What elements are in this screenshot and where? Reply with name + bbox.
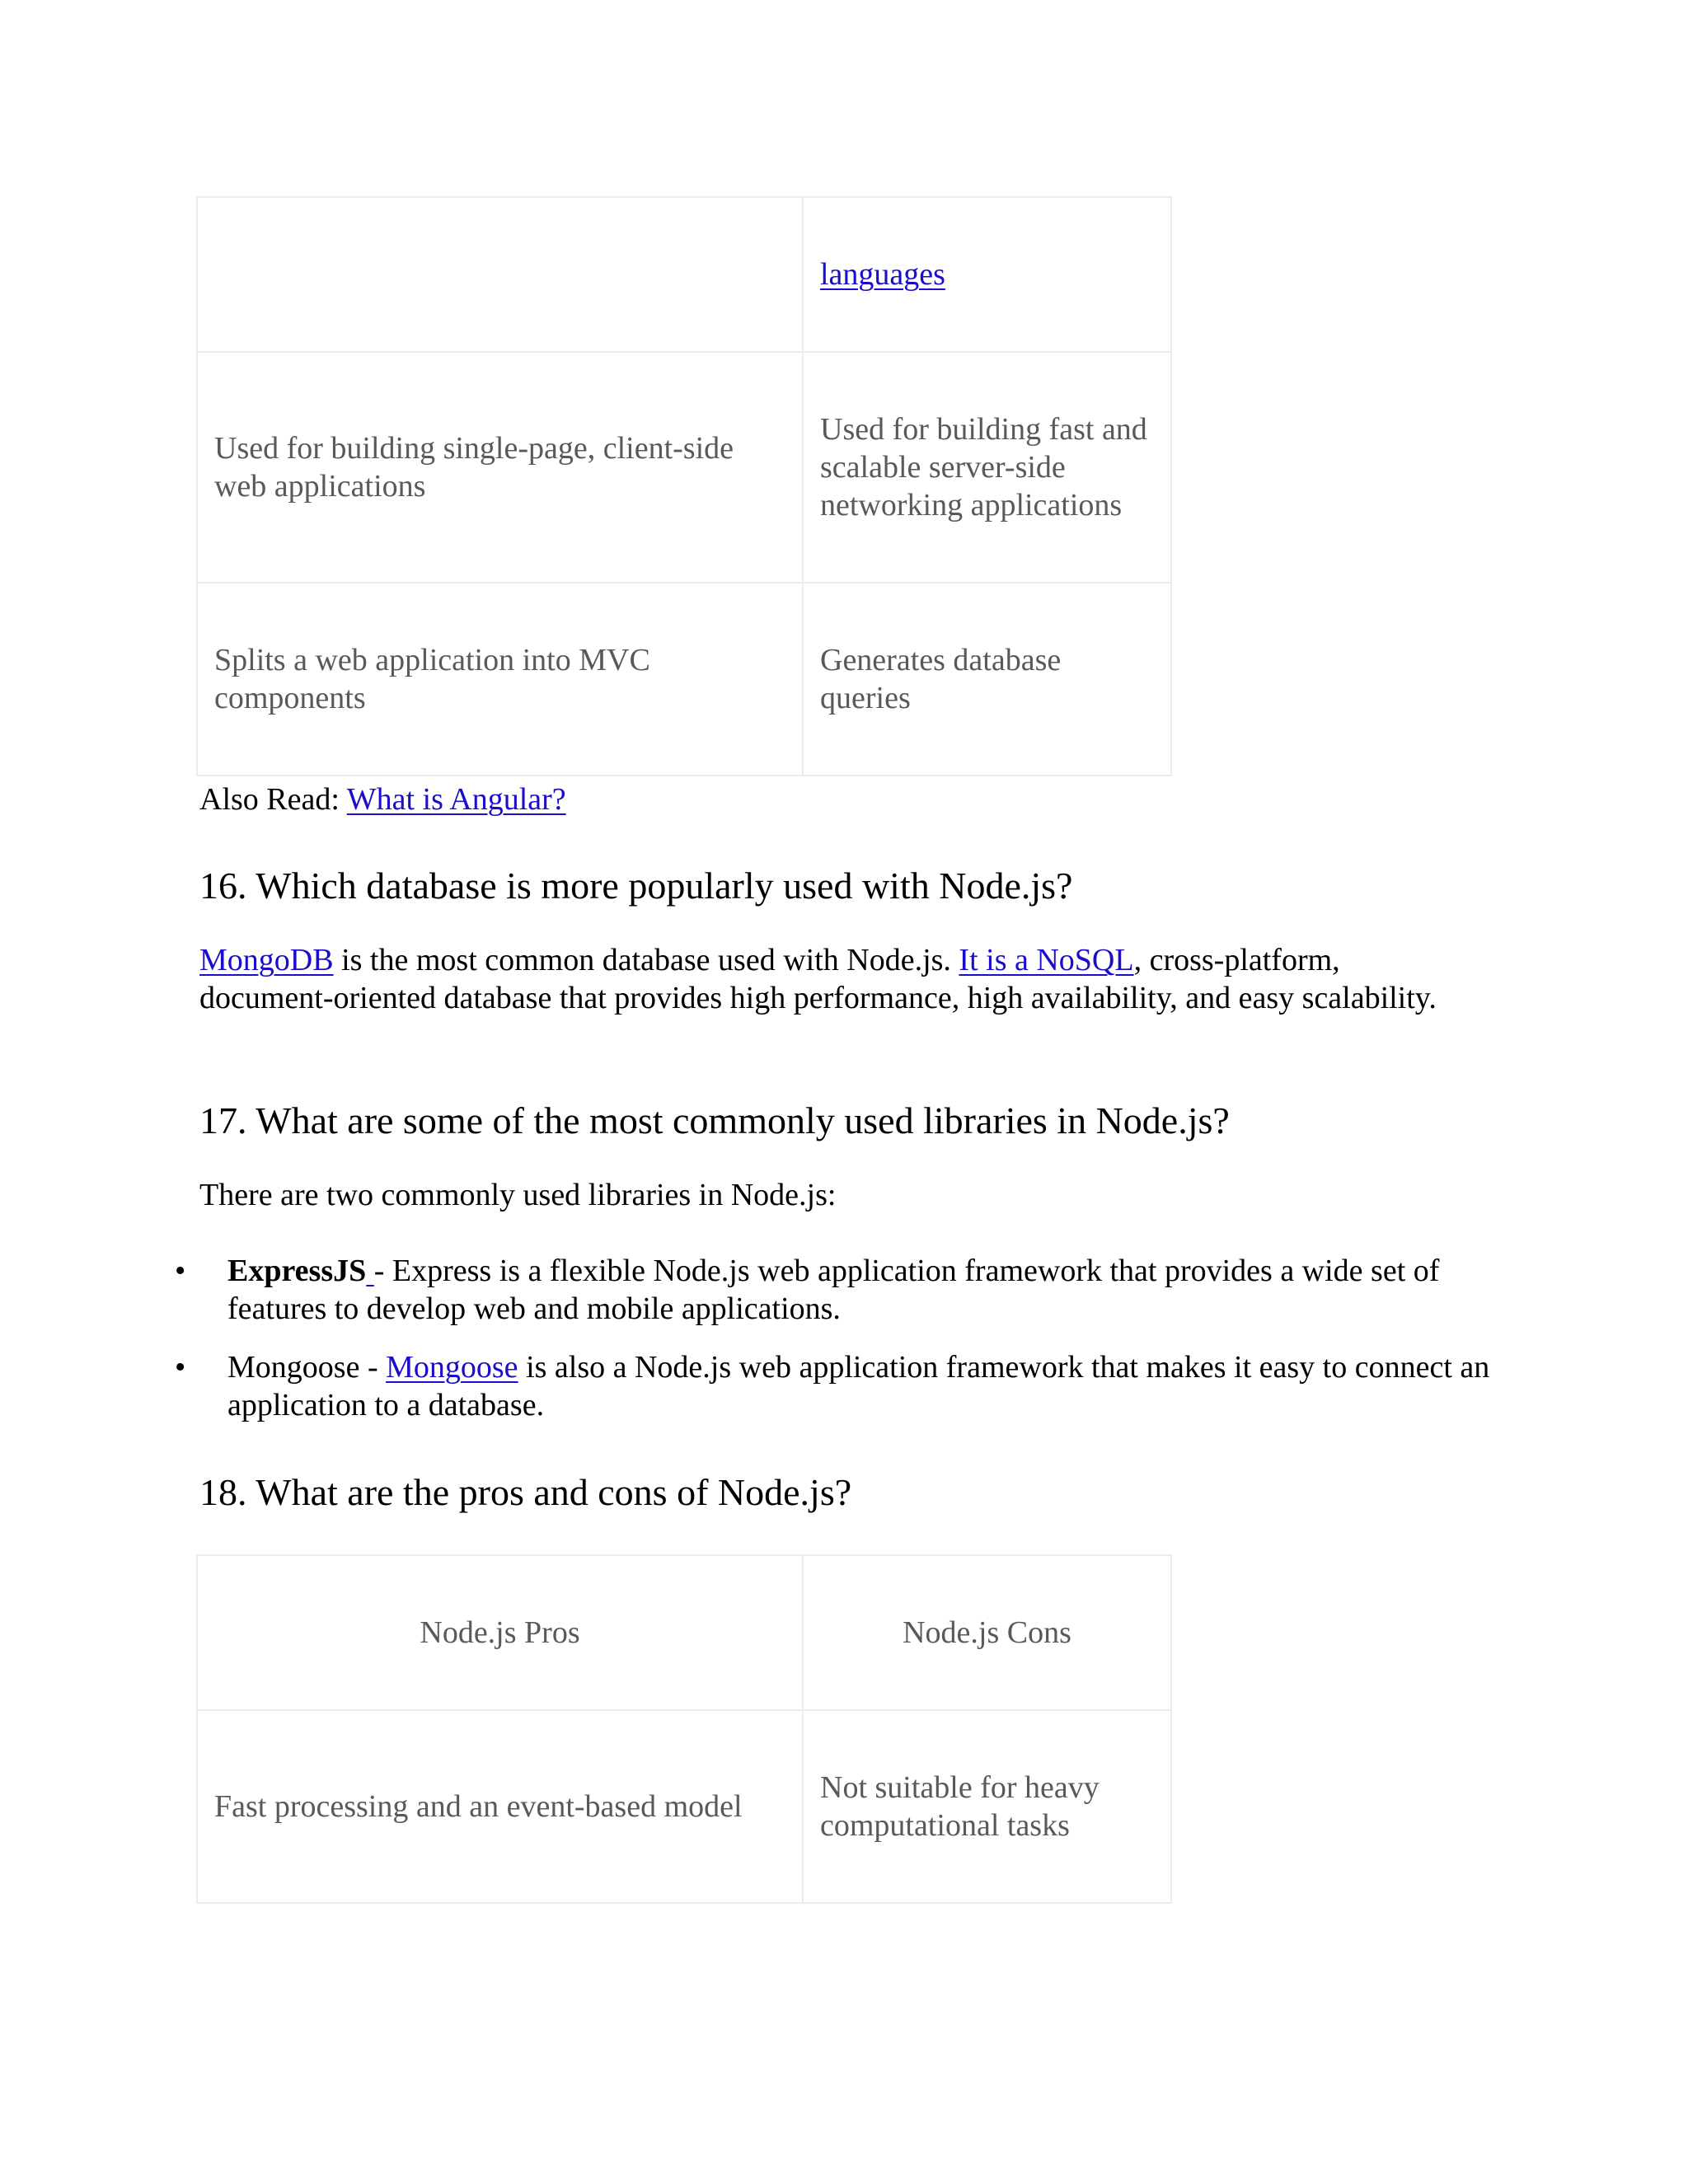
pros-cons-table	[196, 1554, 1172, 1904]
comparison-table	[196, 196, 1172, 776]
list-item-text: - Express is a flexible Node.js web application framework that provides a wide set of features to develop web and mobile applications.	[227, 1254, 1440, 1326]
heading-q16: 16. Which database is more popularly used with Node.js?	[199, 865, 1073, 907]
table-cell	[803, 197, 1171, 352]
table-cell: Not suitable for heavy computational tasks	[803, 1710, 1171, 1903]
also-read	[199, 780, 1469, 818]
table-row	[197, 352, 1171, 583]
table-cell: Generates database queries	[803, 583, 1171, 776]
also-read-label: Also Read:	[199, 782, 347, 817]
answer-text: , cross-platform, document-oriented database that provides high performance, high availability, and easy scalability.	[199, 943, 1437, 1015]
column-header-cons: Node.js Cons	[803, 1555, 1171, 1710]
nosql-link[interactable]: It is a NoSQL	[959, 943, 1134, 977]
table-cell: Used for building single-page, client-side web applications	[197, 352, 803, 583]
table-cell: Used for building fast and scalable server-side networking applications	[803, 352, 1171, 583]
table-cell: Splits a web application into MVC components	[197, 583, 803, 776]
heading-q18: 18. What are the pros and cons of Node.js?	[199, 1471, 852, 1513]
intro-q17: There are two commonly used libraries in Node.js:	[199, 1178, 837, 1212]
table-header-row	[197, 1555, 1171, 1710]
table-row	[197, 583, 1171, 776]
bullet-icon: •	[175, 1350, 186, 1385]
list-item-prefix: Mongoose -	[227, 1350, 387, 1385]
list-item-mongoose	[227, 1348, 1497, 1424]
table-row	[197, 1710, 1171, 1903]
mongodb-link[interactable]: MongoDB	[199, 943, 334, 977]
column-header-pros: Node.js Pros	[197, 1555, 803, 1710]
languages-link[interactable]: languages	[820, 257, 945, 292]
table-cell: Fast processing and an event-based model	[197, 1710, 803, 1903]
what-is-angular-link[interactable]: What is Angular?	[346, 782, 566, 817]
mongoose-link[interactable]: Mongoose	[386, 1350, 518, 1385]
list-item-text: is also a Node.js web application framework that makes it easy to connect an application to a database.	[227, 1350, 1490, 1422]
expressjs-link[interactable]	[366, 1254, 374, 1288]
table-row	[197, 197, 1171, 352]
expressjs-term: ExpressJS	[227, 1254, 367, 1288]
answer-text: is the most common database used with Node.js.	[333, 943, 959, 977]
list-item-expressjs	[227, 1252, 1497, 1328]
heading-q17: 17. What are some of the most commonly used libraries in Node.js?	[199, 1099, 1230, 1141]
answer-q16	[199, 941, 1469, 1017]
table-cell	[197, 197, 803, 352]
bullet-icon: •	[175, 1254, 186, 1288]
